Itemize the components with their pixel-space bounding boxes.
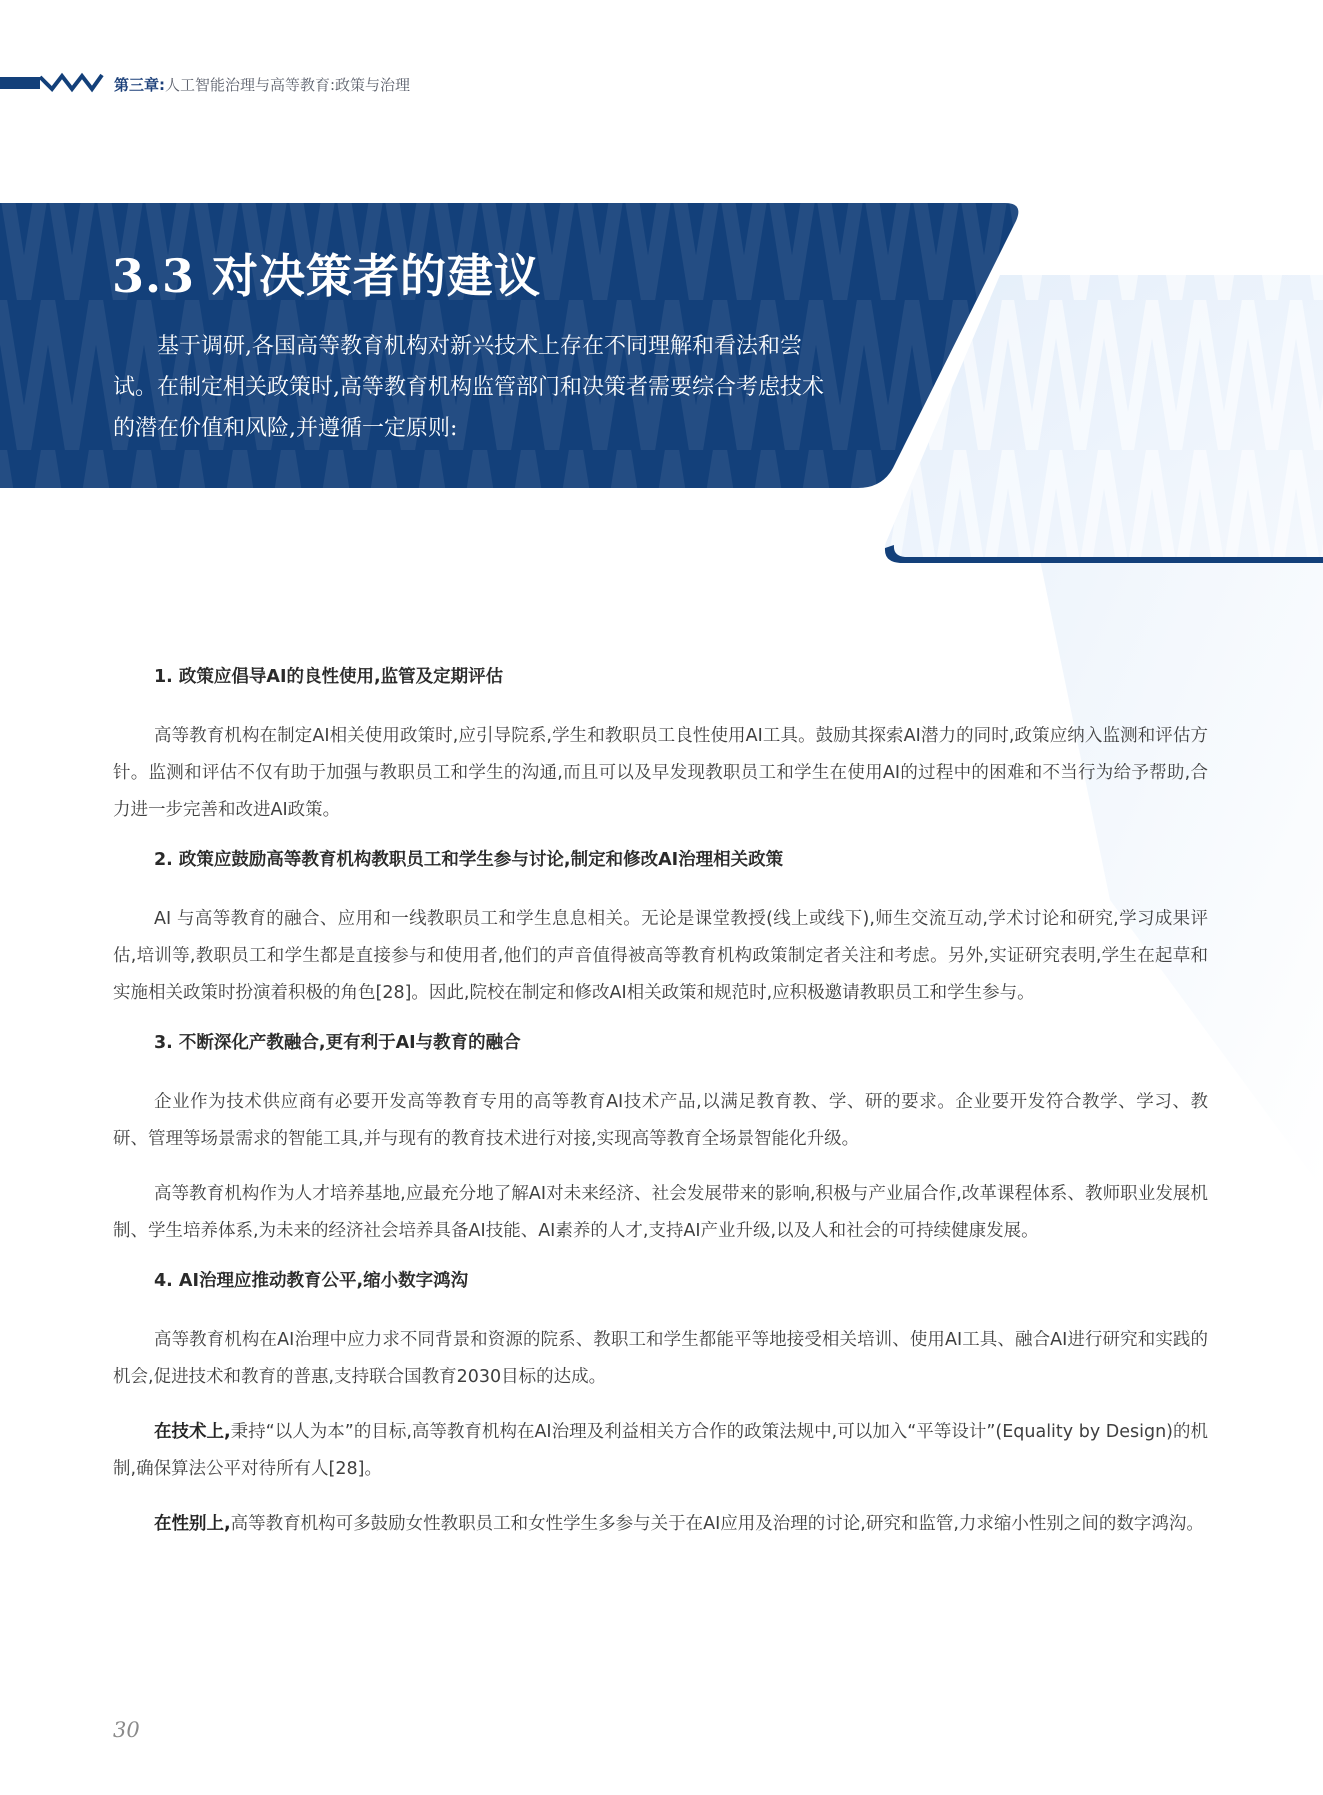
technology-paragraph: [113, 1414, 1208, 1488]
gender-lead: 在性别上,: [154, 1514, 231, 1534]
technology-lead: 在技术上,: [154, 1422, 231, 1442]
chapter-number: 第三章:: [114, 76, 165, 94]
section-title: 3.3 对决策者的建议: [112, 249, 542, 303]
section-4-paragraph: 高等教育机构在AI治理中应力求不同背景和资源的院系、教职工和学生都能平等地接受相关培训、使用AI工具、融合AI进行研究和实践的机会,促进技术和教育的普惠,支持联合国教育2030目标的达成。: [113, 1330, 1208, 1387]
chapter-title: 人工智能治理与高等教育:政策与治理: [165, 76, 411, 94]
section-3-paragraph-1: 企业作为技术供应商有必要开发高等教育专用的高等教育AI技术产品,以满足教育教、学、研的要求。企业要开发符合教学、学习、教研、管理等场景需求的智能工具,并与现有的教育技术进行对接,实现高等教育全场景智能化升级。: [113, 1092, 1208, 1149]
section-heading-4: 4. AI治理应推动教育公平,缩小数字鸿沟: [154, 1271, 469, 1291]
technology-text: 秉持“以人为本”的目标,高等教育机构在AI治理及利益相关方合作的政策法规中,可以加入“平等设计”(Equality by Design)的机制,确保算法公平对待所有人[28]。: [113, 1422, 1208, 1479]
section-heading-2: 2. 政策应鼓励高等教育机构教职员工和学生参与讨论,制定和修改AI治理相关政策: [154, 850, 784, 870]
main-content: [113, 664, 1208, 1561]
page-number: 30: [113, 1718, 140, 1742]
section-heading-3: 3. 不断深化产教融合,更有利于AI与教育的融合: [154, 1033, 521, 1053]
section-2-paragraph: AI 与高等教育的融合、应用和一线教职员工和学生息息相关。无论是课堂教授(线上或线下),师生交流互动,学术讨论和研究,学习成果评估,培训等,教职员工和学生都是直接参与和使用者,他们的声音值得被高等教育机构政策制定者关注和考虑。另外,实证研究表明,学生在起草和实施相关政策时扮演着积极的角色[28]。因此,院校在制定和修改AI相关政策和规范时,应积极邀请教职员工和学生参与。: [113, 909, 1208, 1003]
wave-logo-icon: [0, 72, 104, 94]
section-heading-1: 1. 政策应倡导AI的良性使用,监管及定期评估: [154, 667, 504, 687]
section-1-paragraph: 高等教育机构在制定AI相关使用政策时,应引导院系,学生和教职员工良性使用AI工具。鼓励其探索AI潜力的同时,政策应纳入监测和评估方针。监测和评估不仅有助于加强与教职员工和学生的沟通,而且可以及早发现教职员工和学生在使用AI的过程中的困难和不当行为给予帮助,合力进一步完善和改进AI政策。: [113, 726, 1208, 820]
chapter-label: [114, 74, 410, 95]
section-3-paragraph-2: 高等教育机构作为人才培养基地,应最充分地了解AI对未来经济、社会发展带来的影响,积极与产业届合作,改革课程体系、教师职业发展机制、学生培养体系,为未来的经济社会培养具备AI技能、AI素养的人才,支持AI产业升级,以及人和社会的可持续健康发展。: [113, 1184, 1208, 1241]
intro-paragraph: 基于调研,各国高等教育机构对新兴技术上存在不同理解和看法和尝试。在制定相关政策时,高等教育机构监管部门和决策者需要综合考虑技术的潜在价值和风险,并遵循一定原则:: [113, 334, 824, 441]
gender-paragraph: [113, 1506, 1208, 1543]
gender-text: 高等教育机构可多鼓励女性教职员工和女性学生多参与关于在AI应用及治理的讨论,研究和监管,力求缩小性别之间的数字鸿沟。: [230, 1514, 1204, 1534]
